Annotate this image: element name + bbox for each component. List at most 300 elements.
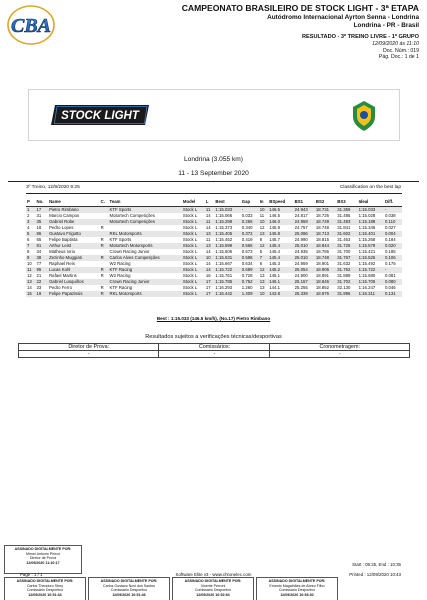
table-cell: 31.767 bbox=[336, 255, 357, 261]
table-cell: 19 bbox=[36, 291, 49, 297]
table-cell: 145.7 bbox=[269, 236, 281, 242]
table-cell: 14 bbox=[205, 267, 215, 273]
table-cell: 0.598 bbox=[241, 255, 259, 261]
column-header: C. bbox=[100, 198, 109, 206]
table-cell: 31.725 bbox=[336, 243, 357, 249]
table-cell: Pedro Lopes bbox=[49, 224, 74, 230]
table-cell: 0.689 bbox=[241, 267, 259, 273]
table-cell: 0.372 bbox=[241, 231, 259, 237]
table-row bbox=[26, 291, 402, 297]
document-page: Pág. Doc.: 1 de 1 bbox=[378, 54, 419, 61]
table-cell: 145.2 bbox=[268, 267, 293, 273]
table-cell: 0.419 bbox=[241, 236, 253, 242]
table-cell: 77 bbox=[36, 260, 42, 266]
table-cell: 1:15.421 bbox=[358, 248, 376, 254]
table-cell: Stock L bbox=[182, 243, 205, 249]
table-cell: 145.1 bbox=[268, 279, 293, 285]
table-cell: Stock L bbox=[182, 206, 205, 213]
table-cell: 24.990 bbox=[294, 236, 308, 242]
stamp-role: Comissário Desportivo bbox=[110, 588, 148, 593]
table-cell: 12 bbox=[259, 267, 269, 273]
table-cell: 31.702 bbox=[336, 279, 357, 285]
table-cell: 17 bbox=[36, 206, 49, 213]
table-cell: 18.906 bbox=[315, 267, 336, 273]
table-cell: 31.602 bbox=[336, 231, 357, 237]
table-cell: 24.817 bbox=[294, 212, 308, 218]
table-cell: - bbox=[384, 267, 402, 273]
table-cell: 146.5 bbox=[268, 206, 293, 213]
table-cell: 1:15.606 bbox=[215, 248, 233, 254]
best-lap: Best : 1:15.033 (146.5 km/h), (No.17) Pietro Rimbano bbox=[156, 316, 271, 321]
table-cell: 18.846 bbox=[315, 279, 336, 285]
table-cell: 25.054 bbox=[294, 267, 315, 273]
table-cell: Stock L bbox=[182, 260, 198, 266]
table-cell: 1:15.346 bbox=[358, 224, 376, 230]
table-cell: 7 bbox=[26, 243, 36, 249]
table-cell: Crown Racing Junior bbox=[109, 248, 150, 254]
table-cell: 31.632 bbox=[337, 260, 351, 266]
table-cell: Felipe Baptista bbox=[49, 236, 78, 242]
table-cell: Stock L bbox=[182, 231, 205, 237]
table-cell: 18.891 bbox=[315, 272, 330, 278]
table-cell: 0.184 bbox=[384, 236, 396, 242]
table-cell: 1.409 bbox=[241, 291, 259, 297]
table-cell: 8 bbox=[27, 248, 30, 254]
stamp-name: Carlos Theodoro Strey bbox=[26, 583, 64, 588]
session-line: 3º Treino, 12/9/2020 9:25 bbox=[26, 185, 80, 190]
table-cell: 86 bbox=[36, 231, 49, 237]
table-cell: Lucas Kohl bbox=[48, 267, 100, 273]
table-cell: 14 bbox=[205, 212, 211, 218]
table-cell: KTF Sports bbox=[109, 236, 132, 242]
table-cell: 7 bbox=[259, 255, 269, 261]
table-cell: 31.762 bbox=[336, 267, 357, 273]
table-cell: 18.852 bbox=[315, 284, 330, 290]
stamp-date: 12/09/2020 11:10:17 bbox=[26, 560, 60, 565]
table-cell: 0.573 bbox=[241, 248, 253, 254]
table-cell: 145.1 bbox=[269, 272, 281, 278]
location: Londrina - PR - Brasil bbox=[353, 22, 419, 29]
table-cell: 0.080 bbox=[384, 279, 402, 285]
table-cell: 146.0 bbox=[268, 219, 293, 225]
table-cell: 0.185 bbox=[384, 248, 396, 254]
table-cell: 0.752 bbox=[241, 279, 259, 285]
table-cell: Matheus Iorio bbox=[49, 248, 76, 254]
table-cell: 0.004 bbox=[384, 231, 402, 237]
stamp-role: Comissário Desportivo bbox=[278, 588, 316, 593]
table-cell: 25.255 bbox=[294, 284, 308, 290]
table-cell: 8 bbox=[259, 236, 263, 242]
table-cell: 31.483 bbox=[336, 219, 357, 225]
timekeeper-value: - bbox=[270, 351, 410, 358]
signature-stamp bbox=[88, 577, 170, 600]
table-cell: 5 bbox=[26, 231, 36, 237]
table-cell: 10 bbox=[27, 260, 32, 266]
table-cell: 1:15.722 bbox=[214, 267, 240, 273]
table-cell: 11 bbox=[205, 219, 215, 225]
table-cell: Pietro Rimbano bbox=[48, 206, 100, 213]
table-cell: 35 bbox=[36, 219, 49, 225]
table-cell: 17 bbox=[205, 291, 215, 297]
table-cell: 14 bbox=[205, 248, 211, 254]
table-cell: 14 bbox=[27, 284, 32, 290]
table-cell: 18.815 bbox=[315, 236, 330, 242]
table-cell: 145.8 bbox=[268, 231, 293, 237]
table-cell: 1:15.298 bbox=[214, 219, 240, 225]
table-cell: 0.027 bbox=[384, 224, 396, 230]
table-cell: RKL Motorsports bbox=[109, 291, 182, 297]
table-cell: 143.8 bbox=[268, 291, 293, 297]
table-cell: Arthur Leist bbox=[48, 243, 100, 249]
table-cell: 25.086 bbox=[294, 231, 315, 237]
column-header: Name bbox=[48, 198, 100, 206]
table-cell: 25.010 bbox=[294, 255, 315, 261]
championship-title: CAMPEONATO BRASILEIRO DE STOCK LIGHT - 3ª ETAPA bbox=[181, 3, 419, 13]
document-number: Doc. Núm.: 019 bbox=[382, 47, 419, 54]
table-cell: 1:15.667 bbox=[215, 260, 233, 266]
table-cell: 1:15.066 bbox=[215, 212, 233, 218]
table-cell: 25.157 bbox=[294, 279, 315, 285]
table-cell: Raphael Reis bbox=[49, 260, 75, 266]
table-cell: 33 bbox=[36, 284, 42, 290]
table-cell: 18.901 bbox=[315, 260, 330, 266]
table-cell: R bbox=[100, 291, 109, 297]
stamp-date: 12/09/2020 10:51:46 bbox=[112, 592, 146, 597]
column-header: P bbox=[26, 198, 36, 206]
table-cell: Stock L bbox=[182, 236, 198, 242]
column-header: In bbox=[259, 198, 269, 206]
table-cell: R bbox=[100, 224, 104, 230]
stamp-date: 12/09/2020 10:51:34 bbox=[28, 592, 62, 597]
table-cell: 1:16.311 bbox=[358, 291, 384, 297]
start-end-time: Start : 09:25, End : 10:35 bbox=[352, 562, 401, 567]
table-cell: Stock L bbox=[182, 284, 198, 290]
table-cell: 5 bbox=[259, 248, 263, 254]
table-cell: R bbox=[100, 255, 109, 261]
table-cell: Carlos Alves Competições bbox=[109, 255, 182, 261]
table-cell: 1:15.579 bbox=[358, 243, 384, 249]
table-cell: 0.038 bbox=[384, 212, 396, 218]
table-cell: 1:15.599 bbox=[214, 243, 240, 249]
table-cell: 11 bbox=[259, 212, 265, 218]
stock-light-logo bbox=[51, 105, 149, 125]
table-cell: Pedro Ferro bbox=[49, 284, 73, 290]
table-cell: 0.020 bbox=[384, 243, 402, 249]
stamp-title: ASSINADO DIGITALMENTE POR: bbox=[100, 579, 158, 583]
table-cell: Felipe Papazissis bbox=[48, 291, 100, 297]
track-name: Londrina (3.055 km) bbox=[183, 156, 243, 163]
circuit-name: Autódromo Internacional Ayrton Senna - Londrina bbox=[267, 14, 419, 21]
table-cell: 21 bbox=[36, 272, 42, 278]
table-cell: Gabriel Robe bbox=[48, 219, 100, 225]
table-cell: 0.566 bbox=[241, 243, 259, 249]
stamp-title: ASSINADO DIGITALMENTE POR: bbox=[184, 579, 242, 583]
table-cell: 13 bbox=[259, 284, 265, 290]
table-cell: 24.958 bbox=[294, 219, 315, 225]
table-cell: 18.749 bbox=[315, 219, 336, 225]
table-cell: 1:15.680 bbox=[358, 272, 376, 278]
table-cell: 145.4 bbox=[268, 243, 293, 249]
table-cell: Zezinho Muggiati bbox=[48, 255, 100, 261]
document-timestamp: 12/09/2020 às 11:10 bbox=[372, 41, 419, 47]
table-cell: 1:15.188 bbox=[358, 219, 384, 225]
table-cell: 0.728 bbox=[241, 272, 253, 278]
table-cell: 1:16.293 bbox=[215, 284, 233, 290]
column-header: Model bbox=[182, 198, 205, 206]
table-cell: 9 bbox=[26, 255, 36, 261]
table-cell: 31.700 bbox=[337, 248, 351, 254]
table-cell: 24.943 bbox=[294, 206, 315, 213]
event-dates: 11 - 13 September 2020 bbox=[178, 170, 249, 177]
table-cell: R bbox=[100, 243, 109, 249]
table-cell: RKL Motorsports bbox=[109, 231, 182, 237]
table-cell: 34 bbox=[36, 248, 42, 254]
table-cell: 10 bbox=[259, 219, 269, 225]
cba-logo-text: CBA bbox=[10, 15, 52, 37]
table-cell: Crown Racing Junior bbox=[109, 279, 182, 285]
column-header: BS2 bbox=[315, 198, 336, 206]
stamp-date: 12/09/2020 10:52:54 bbox=[196, 592, 230, 597]
table-cell: Gabriel Lusquiños bbox=[48, 279, 100, 285]
series-banner bbox=[28, 89, 400, 141]
table-cell: KTF Racing bbox=[109, 284, 133, 290]
table-cell: 10 bbox=[205, 255, 215, 261]
table-cell: 6 bbox=[27, 236, 30, 242]
table-cell: 18.748 bbox=[315, 224, 330, 230]
table-cell: KTF Sports bbox=[109, 206, 182, 213]
director-label: Diretor de Prova: bbox=[19, 344, 159, 351]
table-cell: W2 Racing bbox=[109, 272, 131, 278]
table-cell: 0.033 bbox=[241, 212, 253, 218]
table-cell: 144.1 bbox=[269, 284, 281, 290]
table-cell: 31 bbox=[36, 212, 42, 218]
table-cell: 1:15.033 bbox=[214, 206, 240, 213]
table-cell: - bbox=[241, 206, 259, 213]
table-cell: 81 bbox=[36, 243, 49, 249]
table-cell: 24.959 bbox=[294, 260, 308, 266]
table-cell: Stock L bbox=[182, 219, 205, 225]
table-cell: 1.260 bbox=[241, 284, 253, 290]
table-cell: 6 bbox=[259, 260, 263, 266]
stewards-value: - bbox=[159, 351, 270, 358]
table-cell: 1:15.722 bbox=[358, 267, 384, 273]
table-cell: 1:15.705 bbox=[358, 279, 384, 285]
table-cell: 18.726 bbox=[315, 212, 330, 218]
table-cell: Motortech Competições bbox=[109, 212, 155, 218]
table-cell: 4 bbox=[27, 224, 30, 230]
table-cell: 31.996 bbox=[336, 291, 357, 297]
table-cell: 0.265 bbox=[241, 219, 259, 225]
table-cell: 1:15.268 bbox=[358, 236, 376, 242]
stamp-title: ASSINADO DIGITALMENTE POR: bbox=[268, 579, 326, 583]
table-cell: Stock L bbox=[182, 248, 198, 254]
table-cell: 0.131 bbox=[384, 291, 402, 297]
column-header: BS3 bbox=[336, 198, 357, 206]
stamp-name: Vicente Perroni bbox=[200, 583, 226, 588]
table-cell: 1:15.785 bbox=[214, 279, 240, 285]
table-cell: Marcio Campos bbox=[49, 212, 80, 218]
table-cell: 0.340 bbox=[241, 224, 253, 230]
table-cell: 14 bbox=[205, 260, 211, 266]
column-header: Gap bbox=[241, 198, 259, 206]
stamp-role: Comissário Desportivo bbox=[26, 588, 64, 593]
session-heading: RESULTADO - 3º TREINO LIVRE - 1º GRUPO bbox=[301, 34, 419, 40]
footer-software: Software Elite v3 - www.chronelec.com bbox=[175, 572, 252, 577]
results-header-row bbox=[26, 198, 402, 206]
table-cell: 25.339 bbox=[294, 291, 315, 297]
table-cell: Stock L bbox=[182, 279, 205, 285]
cba-logo bbox=[6, 3, 56, 47]
table-cell: Stock L bbox=[182, 212, 198, 218]
signature-stamp bbox=[172, 577, 254, 600]
table-cell: 0.081 bbox=[384, 272, 396, 278]
table-cell: 11 bbox=[26, 267, 36, 273]
column-header: BS1 bbox=[294, 198, 315, 206]
table-cell: 1 bbox=[26, 206, 36, 213]
table-cell: R bbox=[100, 236, 104, 242]
table-cell: 65 bbox=[36, 236, 42, 242]
footer-page: Page : 1 / 1 bbox=[20, 572, 43, 577]
signature-stamp bbox=[4, 545, 82, 574]
stewards-label: Comissários: bbox=[159, 344, 270, 351]
table-cell: 13 bbox=[205, 243, 215, 249]
table-cell: 1:15.525 bbox=[358, 255, 384, 261]
stamp-name: Carlos Gustavo Novi dos Santos bbox=[103, 583, 155, 588]
stamp-name: Mirnei Antonio Pirovo bbox=[26, 551, 60, 556]
table-cell: 0.110 bbox=[384, 219, 402, 225]
table-cell: 1:15.373 bbox=[215, 224, 233, 230]
director-value: - bbox=[19, 351, 159, 358]
table-cell: KTF Racing bbox=[109, 267, 182, 273]
table-cell: 95 bbox=[36, 267, 49, 273]
separator-line bbox=[8, 181, 419, 182]
table-cell: 12 bbox=[27, 272, 32, 278]
report-header bbox=[119, 3, 419, 30]
table-cell: 13 bbox=[259, 279, 269, 285]
officials-table bbox=[18, 343, 410, 358]
table-cell: 0.634 bbox=[241, 260, 253, 266]
table-cell: 18.976 bbox=[315, 291, 336, 297]
stamp-title: ASSINADO DIGITALMENTE POR: bbox=[14, 547, 72, 551]
table-cell: 12 bbox=[259, 243, 269, 249]
federation-logo bbox=[349, 99, 379, 133]
table-cell: Stock L bbox=[182, 272, 198, 278]
observations: Resultados sujeitos a verificações técnicas/desportivas bbox=[145, 334, 282, 340]
table-cell: R bbox=[100, 267, 109, 273]
table-cell: 25.010 bbox=[294, 243, 315, 249]
column-header: Ideal bbox=[358, 198, 384, 206]
table-cell: 31.359 bbox=[336, 206, 357, 213]
column-header: Best bbox=[214, 198, 240, 206]
table-cell: 18.844 bbox=[315, 243, 336, 249]
table-cell: Stock L bbox=[182, 267, 205, 273]
table-cell: 17 bbox=[205, 279, 215, 285]
classification-note: Classification on the best lap bbox=[339, 185, 401, 190]
table-cell: 31.841 bbox=[337, 224, 351, 230]
table-cell: 32.130 bbox=[337, 284, 351, 290]
table-cell: 24.935 bbox=[294, 248, 308, 254]
table-cell: 11 bbox=[205, 236, 211, 242]
results-body bbox=[26, 206, 402, 297]
column-header: No. bbox=[36, 198, 49, 206]
table-cell: 2 bbox=[27, 212, 30, 218]
table-cell: 1:16.442 bbox=[214, 291, 240, 297]
table-cell: 18.731 bbox=[315, 206, 336, 213]
stamp-title: ASSINADO DIGITALMENTE POR: bbox=[16, 579, 74, 583]
stamp-role: Comissário Desportivo bbox=[194, 588, 232, 593]
table-cell: 11 bbox=[205, 206, 215, 213]
table-cell: 31.463 bbox=[337, 236, 351, 242]
stamp-name: Ernesto Magalhães de Abreu Filho bbox=[269, 583, 325, 588]
table-cell: 145.3 bbox=[269, 260, 281, 266]
table-cell: 13 bbox=[26, 279, 36, 285]
results-table bbox=[26, 198, 402, 297]
table-cell: 1:15.761 bbox=[215, 272, 233, 278]
column-header: Team bbox=[109, 198, 182, 206]
table-cell: 15 bbox=[26, 291, 36, 297]
stamp-role: Diretor de Prova bbox=[29, 556, 57, 561]
table-cell: 18.713 bbox=[315, 231, 336, 237]
stock-light-logo-text: STOCK LIGHT bbox=[61, 110, 139, 123]
table-cell: 145.4 bbox=[269, 248, 281, 254]
table-cell: 18.786 bbox=[315, 248, 330, 254]
table-cell: Rafael Martins bbox=[49, 272, 77, 278]
timekeeper-label: Cronometragem: bbox=[270, 344, 410, 351]
stamp-date: 12/09/2020 10:53:30 bbox=[280, 592, 314, 597]
table-cell: 14 bbox=[205, 224, 211, 230]
table-cell: 10 bbox=[259, 291, 269, 297]
table-cell: 1:15.631 bbox=[214, 255, 240, 261]
table-cell: 22 bbox=[36, 279, 49, 285]
document-meta bbox=[119, 34, 419, 61]
column-header: BSpeed bbox=[268, 198, 293, 206]
table-cell: R bbox=[100, 284, 104, 290]
table-cell: 38 bbox=[36, 255, 49, 261]
table-cell: Stock L bbox=[182, 291, 205, 297]
table-cell: 18 bbox=[36, 224, 42, 230]
table-cell: 1:15.401 bbox=[358, 231, 384, 237]
table-cell: 10 bbox=[259, 206, 269, 213]
table-cell: - bbox=[384, 206, 402, 213]
table-cell: Gustavo Frigotto bbox=[48, 231, 100, 237]
table-cell: Stock L bbox=[182, 255, 205, 261]
table-cell: 0.046 bbox=[384, 284, 396, 290]
table-cell: 1:15.405 bbox=[214, 231, 240, 237]
table-cell: 145.9 bbox=[269, 224, 281, 230]
table-cell: 13 bbox=[259, 231, 269, 237]
table-cell: Motortech Competições bbox=[109, 219, 182, 225]
table-cell: 145.4 bbox=[268, 255, 293, 261]
table-cell: 31.889 bbox=[337, 272, 351, 278]
table-cell: 16 bbox=[205, 272, 211, 278]
table-cell: 1:15.492 bbox=[358, 260, 376, 266]
table-cell: R bbox=[100, 272, 104, 278]
table-cell: Stock L bbox=[182, 224, 198, 230]
table-cell: 1:16.247 bbox=[358, 284, 376, 290]
table-top-line bbox=[26, 193, 402, 194]
table-cell: 0.106 bbox=[384, 255, 402, 261]
table-cell: 13 bbox=[205, 231, 215, 237]
table-cell: 13 bbox=[259, 272, 265, 278]
table-cell: 24.900 bbox=[294, 272, 308, 278]
table-cell: 24.757 bbox=[294, 224, 308, 230]
table-cell: 12 bbox=[259, 224, 265, 230]
table-cell: 1:15.452 bbox=[215, 236, 233, 242]
table-cell: 1:15.033 bbox=[358, 206, 384, 213]
table-cell: 18.748 bbox=[315, 255, 336, 261]
table-cell: 17 bbox=[205, 284, 211, 290]
signature-stamp bbox=[4, 577, 86, 600]
